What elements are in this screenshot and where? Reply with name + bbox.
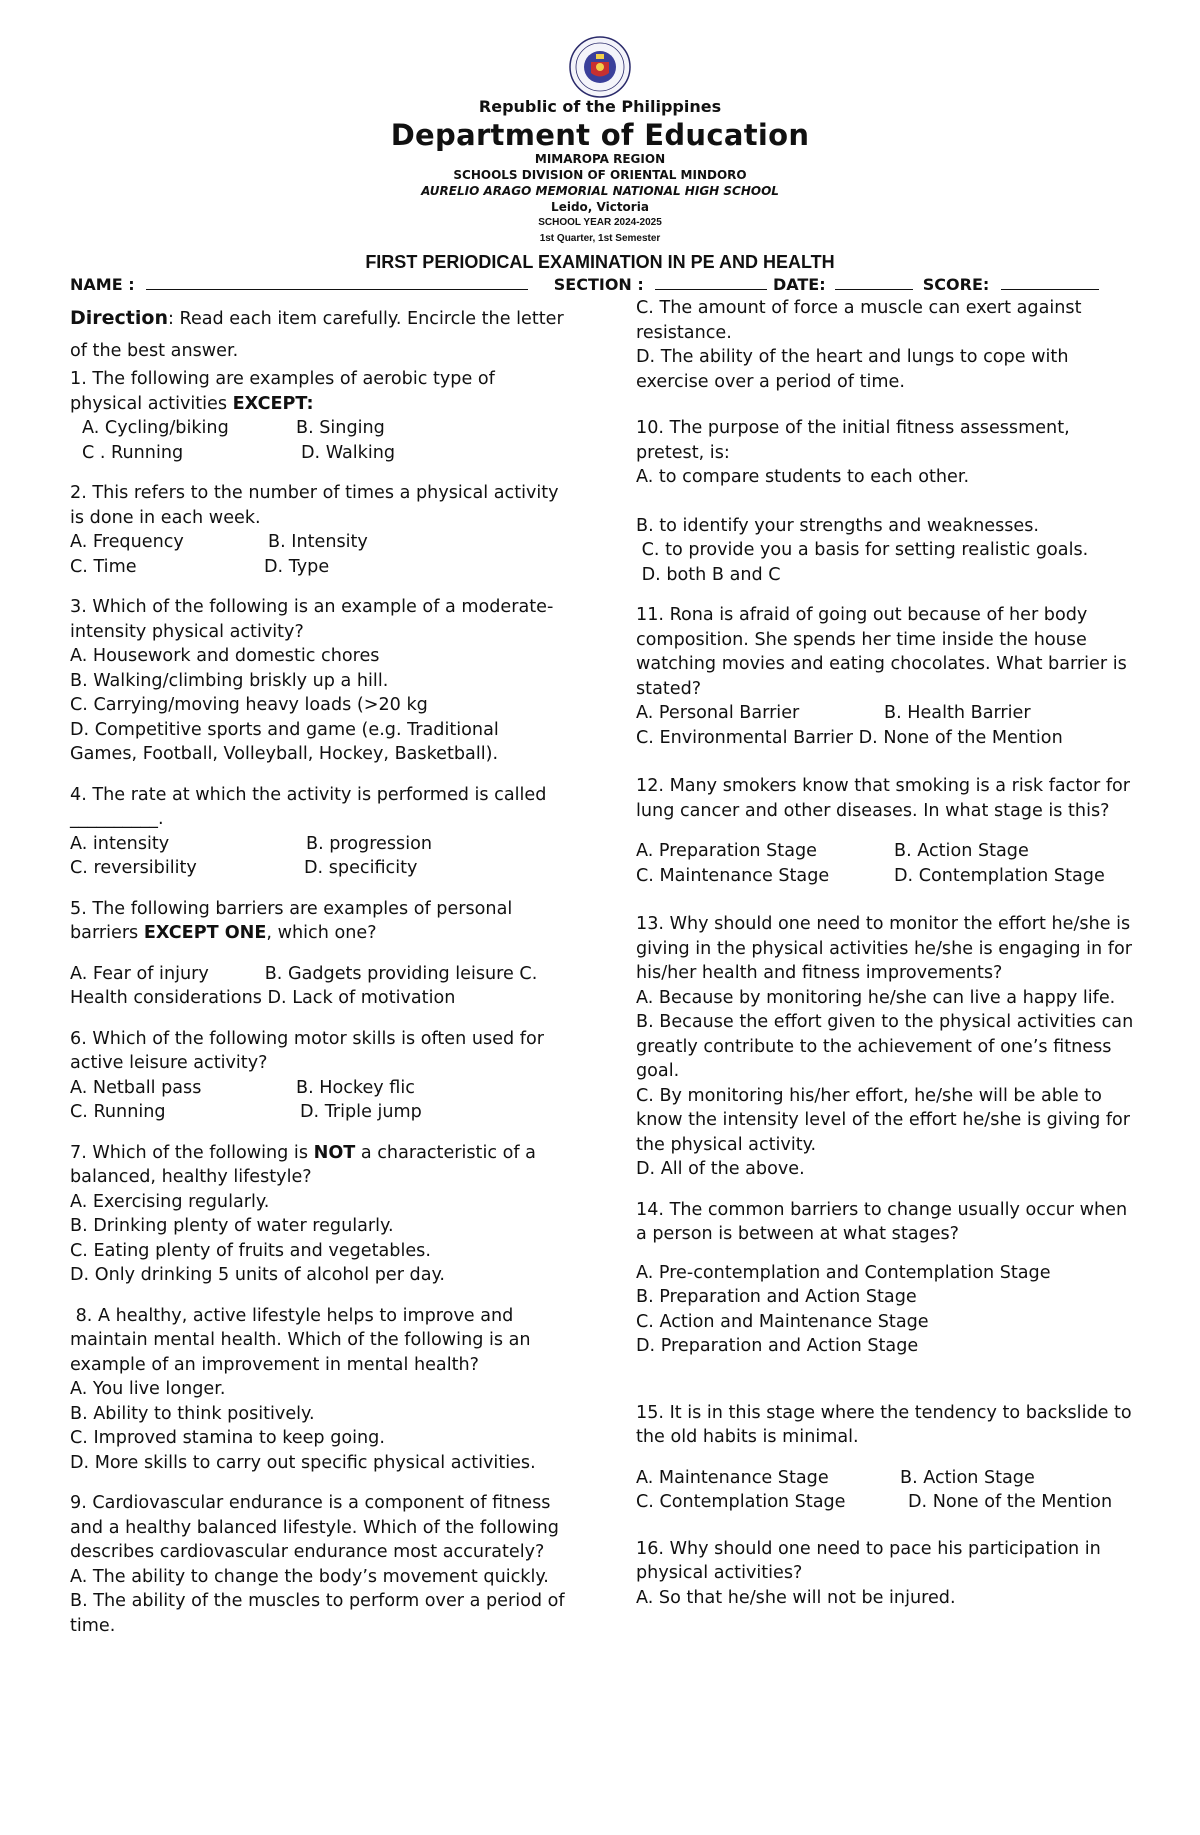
q13-stem: 13. Why should one need to monitor the effort he/she is giving in the physical activities he/she is engaging in for his/her health and fitness improvements?: [636, 914, 1132, 983]
q4-option-d[interactable]: D. specificity: [304, 858, 418, 878]
q12-option-a[interactable]: A. Preparation Stage: [636, 841, 817, 861]
exam-title: FIRST PERIODICAL EXAMINATION IN PE AND HEALTH: [365, 252, 835, 272]
q1-stem: 1. The following are examples of aerobic type of physical activities: [70, 369, 495, 414]
q7-option-a[interactable]: A. Exercising regularly.: [70, 1191, 270, 1212]
q11-options-c-d[interactable]: C. Environmental Barrier D. None of the Mention: [636, 727, 1063, 748]
q1-option-c[interactable]: C . Running: [82, 442, 184, 463]
question-5: [70, 897, 570, 1011]
q8-option-b[interactable]: B. Ability to think positively.: [70, 1403, 315, 1424]
q2-option-d[interactable]: D. Type: [264, 556, 330, 577]
q4-option-b[interactable]: B. progression: [306, 833, 433, 854]
q3-option-d[interactable]: D. Competitive sports and game (e.g. Traditional Games, Football, Volleyball, Hockey, Basketball).: [70, 719, 499, 764]
question-9: [70, 1491, 570, 1638]
q8-stem: 8. A healthy, active lifestyle helps to improve and maintain mental health. Which of the following is an example of an improvement in mental health?: [70, 1305, 537, 1375]
q4-option-c[interactable]: C. reversibility: [70, 858, 197, 878]
question-4: [70, 783, 570, 881]
q9-option-c[interactable]: C. The amount of force a muscle can exert against resistance.: [636, 298, 1082, 343]
q7-stem: 7. Which of the following is: [70, 1142, 314, 1163]
deped-seal-logo: [569, 36, 631, 98]
name-field[interactable]: [146, 275, 528, 290]
date-field[interactable]: [835, 275, 913, 290]
score-field[interactable]: [1001, 275, 1099, 290]
q7-option-b[interactable]: B. Drinking plenty of water regularly.: [70, 1216, 394, 1236]
q12-stem: 12. Many smokers know that smoking is a risk factor for lung cancer and other diseases. In what stage is this?: [636, 776, 1131, 821]
q15-stem: 15. It is in this stage where the tendency to backslide to the old habits is minimal.: [636, 1402, 1132, 1447]
q2-option-a[interactable]: A. Frequency: [70, 532, 184, 552]
question-10: [636, 416, 1136, 587]
q15-option-b[interactable]: B. Action Stage: [900, 1467, 1035, 1488]
q10-option-b[interactable]: B. to identify your strengths and weaknesses.: [636, 515, 1039, 536]
score-label: SCORE:: [922, 275, 990, 294]
school-year-heading: SCHOOL YEAR 2024-2025: [538, 217, 662, 228]
q6-option-b[interactable]: B. Hockey flic: [296, 1077, 415, 1098]
q12-option-c[interactable]: C. Maintenance Stage: [636, 865, 830, 886]
question-8: [70, 1304, 570, 1476]
question-3: [70, 595, 570, 767]
q6-stem: 6. Which of the following motor skills is often used for active leisure activity?: [70, 1028, 544, 1073]
question-11: [636, 603, 1136, 750]
left-column: [70, 302, 570, 1654]
right-column: [636, 296, 1136, 1626]
region-heading: MIMAROPA REGION: [534, 152, 666, 166]
q14-option-d[interactable]: D. Preparation and Action Stage: [636, 1336, 919, 1356]
q7-emphasis: NOT: [313, 1142, 356, 1163]
q9-option-b[interactable]: B. The ability of the muscles to perform over a period of time.: [70, 1591, 565, 1636]
location-heading: Leido, Victoria: [551, 200, 649, 214]
q9-option-a[interactable]: A. The ability to change the body’s movement quickly.: [70, 1566, 549, 1587]
term-heading: 1st Quarter, 1st Semester: [539, 233, 661, 244]
q5-stem-end: , which one?: [266, 923, 377, 943]
q6-option-d[interactable]: D. Triple jump: [300, 1102, 422, 1122]
q15-option-a[interactable]: A. Maintenance Stage: [636, 1467, 829, 1488]
q14-option-c[interactable]: C. Action and Maintenance Stage: [636, 1311, 929, 1332]
q14-stem: 14. The common barriers to change usually occur when a person is between at what stages?: [636, 1199, 1128, 1244]
q13-option-b[interactable]: B. Because the effort given to the physical activities can greatly contribute to the achievement of one’s fitness goal.: [636, 1012, 1134, 1081]
q16-option-a[interactable]: A. So that he/she will not be injured.: [636, 1587, 956, 1608]
name-label: NAME :: [70, 275, 135, 294]
q6-option-a[interactable]: A. Netball pass: [70, 1077, 202, 1098]
q3-stem: 3. Which of the following is an example of a moderate-intensity physical activity?: [70, 597, 554, 642]
question-9-continued: [636, 296, 1136, 394]
question-6: [70, 1027, 570, 1125]
q2-stem: 2. This refers to the number of times a physical activity is done in each week.: [70, 483, 559, 528]
q4-option-a[interactable]: A. intensity: [70, 833, 170, 854]
q12-option-d[interactable]: D. Contemplation Stage: [894, 865, 1105, 886]
q12-option-b[interactable]: B. Action Stage: [894, 841, 1029, 861]
q13-option-d[interactable]: D. All of the above.: [636, 1159, 805, 1179]
direction: [70, 302, 570, 367]
q10-stem: 10. The purpose of the initial fitness assessment, pretest, is:: [636, 418, 1070, 463]
q7-option-c[interactable]: C. Eating plenty of fruits and vegetables.: [70, 1240, 431, 1261]
q13-option-c[interactable]: C. By monitoring his/her effort, he/she will be able to know the intensity level of the effort he/she is giving for the physical activity.: [636, 1085, 1131, 1155]
republic-heading: Republic of the Philippines: [478, 97, 722, 116]
q3-option-b[interactable]: B. Walking/climbing briskly up a hill.: [70, 670, 389, 691]
q11-option-a[interactable]: A. Personal Barrier: [636, 703, 800, 723]
department-heading: Department of Education: [390, 118, 810, 152]
q15-option-c[interactable]: C. Contemplation Stage: [636, 1492, 846, 1512]
q14-option-a[interactable]: A. Pre-contemplation and Contemplation Stage: [636, 1262, 1051, 1283]
question-2: [70, 481, 570, 579]
division-heading: SCHOOLS DIVISION OF ORIENTAL MINDORO: [453, 168, 747, 182]
q13-option-a[interactable]: A. Because by monitoring he/she can live a happy life.: [636, 987, 1116, 1008]
q8-option-a[interactable]: A. You live longer.: [70, 1379, 226, 1399]
q6-option-c[interactable]: C. Running: [70, 1102, 166, 1122]
q3-option-c[interactable]: C. Carrying/moving heavy loads (>20 kg: [70, 695, 428, 715]
direction-label: Direction: [70, 307, 168, 329]
q3-option-a[interactable]: A. Housework and domestic chores: [70, 646, 380, 666]
q1-option-b[interactable]: B. Singing: [296, 418, 385, 438]
q2-option-c[interactable]: C. Time: [70, 556, 137, 577]
q14-option-b[interactable]: B. Preparation and Action Stage: [636, 1287, 917, 1307]
direction-text: : Read each item carefully. Encircle the letter of the best answer.: [70, 309, 564, 361]
q2-option-b[interactable]: B. Intensity: [268, 532, 368, 552]
q4-stem: 4. The rate at which the activity is performed is called __________.: [70, 784, 547, 829]
q9-option-d[interactable]: D. The ability of the heart and lungs to cope with exercise over a period of time.: [636, 347, 1069, 392]
q10-option-a[interactable]: A. to compare students to each other.: [636, 467, 970, 487]
question-14: [636, 1198, 1136, 1359]
q1-emphasis: EXCEPT:: [232, 393, 314, 414]
q11-option-b[interactable]: B. Health Barrier: [884, 703, 1031, 723]
school-heading: AURELIO ARAGO MEMORIAL NATIONAL HIGH SCHOOL: [421, 184, 779, 198]
q8-option-c[interactable]: C. Improved stamina to keep going.: [70, 1428, 385, 1448]
date-label: DATE:: [772, 275, 826, 294]
q5-options[interactable]: A. Fear of injury B. Gadgets providing leisure C. Health considerations D. Lack of motivation: [70, 963, 543, 1008]
question-13: [636, 912, 1136, 1182]
student-info-line: [70, 275, 1130, 294]
q11-stem: 11. Rona is afraid of going out because of her body composition. She spends her time inside the house watching movies and eating chocolates. What barrier is stated?: [636, 605, 1127, 699]
q5-stem: 5. The following barriers are examples of personal barriers: [70, 898, 513, 943]
question-12: [636, 774, 1136, 888]
q5-emphasis: EXCEPT ONE: [143, 923, 267, 943]
q16-stem: 16. Why should one need to pace his participation in physical activities?: [636, 1538, 1101, 1583]
section-field[interactable]: [655, 275, 767, 290]
q1-option-a[interactable]: A. Cycling/biking: [82, 418, 229, 438]
q1-option-d[interactable]: D. Walking: [301, 442, 396, 463]
question-7: [70, 1141, 570, 1288]
question-16: [636, 1537, 1136, 1611]
q10-option-c[interactable]: C. to provide you a basis for setting realistic goals.: [636, 540, 1089, 560]
section-label: SECTION :: [553, 275, 644, 294]
q8-option-d[interactable]: D. More skills to carry out specific physical activities.: [70, 1452, 536, 1473]
question-15: [636, 1401, 1136, 1515]
q7-stem-end: a characteristic of a balanced, healthy lifestyle?: [70, 1142, 536, 1187]
q9-stem: 9. Cardiovascular endurance is a component of fitness and a healthy balanced lifestyle. Which of the following describes cardiovascular endurance most accurately?: [70, 1493, 559, 1562]
question-1: [70, 367, 570, 465]
q15-option-d[interactable]: D. None of the Mention: [908, 1492, 1113, 1512]
q7-option-d[interactable]: D. Only drinking 5 units of alcohol per day.: [70, 1265, 446, 1285]
q10-option-d[interactable]: D. both B and C: [636, 564, 781, 585]
